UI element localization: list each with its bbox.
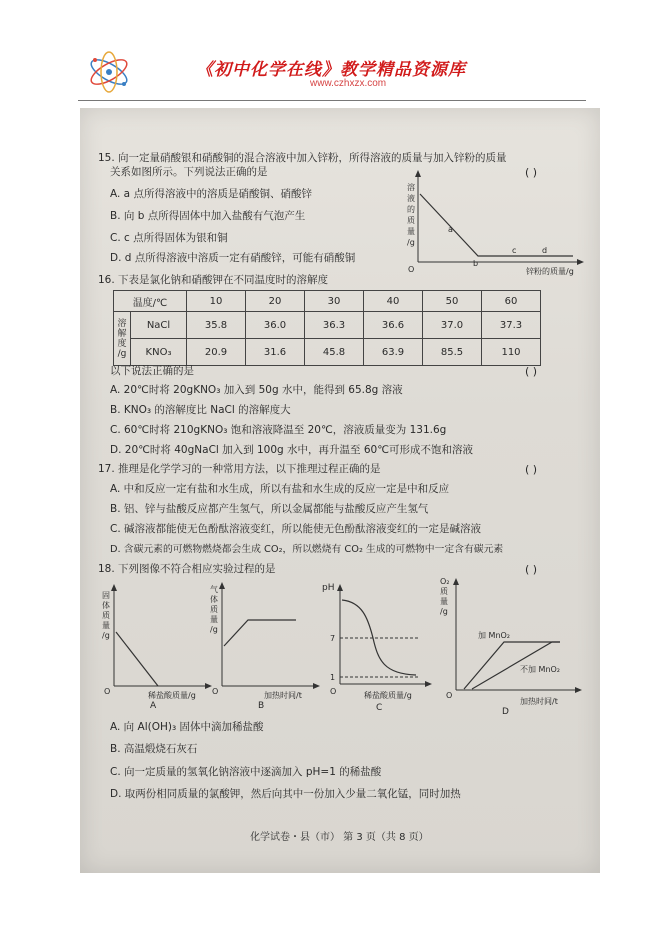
table-header-label: 温度/℃ [114,291,187,312]
q18-title: 18. 下列图像不符合相应实验过程的是 [98,563,276,575]
table-cell: 36.0 [246,312,305,339]
q15-xlabel: 锌粉的质量/g [526,267,574,276]
graph-d-ylabel-3: /g [440,607,448,616]
q18-option-b: B. 高温煅烧石灰石 [110,743,198,755]
q15-answer-paren: ( ) [525,166,538,179]
graph-c-tick-7: 7 [330,634,336,643]
graph-b-ylabel-0: 气 [210,585,218,594]
q17-option-b: B. 铝、锌与盐酸反应都产生氢气，所以金属都能与盐酸反应产生氢气 [110,503,429,515]
graph-a-xlabel: 稀盐酸质量/g [148,691,196,700]
atom-logo-icon [86,50,132,94]
graph-a-letter: A [150,701,157,710]
q16-title: 16. 下表是氯化钠和硝酸钾在不同温度时的溶解度 [98,274,329,286]
graph-c-origin: O [330,687,337,696]
q15-ylabel-3: 质 [407,216,415,225]
graph-a-ylabel-2: 质 [102,611,110,620]
q18-answer-paren: ( ) [525,563,538,576]
q15-ylabel-1: 液 [407,194,415,203]
q18-graph-a [100,580,219,710]
graph-d-xlabel: 加热时间/t [520,697,558,706]
q15-line2: 关系如图所示。下列说法正确的是 [110,166,268,178]
q15-curve [420,194,573,256]
table-side-label: 溶 解 度 /g [114,312,131,366]
exam-paper [80,108,600,873]
table-cell: 45.8 [305,339,364,366]
table-row-name: NaCl [131,312,187,339]
table-cell: 20.9 [187,339,246,366]
q15-point-d: d [542,246,548,255]
graph-b-curve [224,620,296,646]
solubility-table [113,290,541,366]
q15-option-c: C. c 点所得固体为银和铜 [110,232,228,244]
table-row [114,312,541,339]
graph-b-origin: O [212,687,219,696]
q16-option-d: D. 20℃时将 40gNaCl 加入到 100g 水中，再升温至 60℃可形成不饱和溶液 [110,444,474,456]
q15-graph [398,166,588,278]
q17-answer-paren: ( ) [525,463,538,476]
graph-a-ylabel-3: 量 [102,621,110,630]
table-header-cell: 50 [423,291,482,312]
graph-b-ylabel-4: /g [210,625,218,634]
table-header-cell: 40 [364,291,423,312]
q16-prompt: 以下说法正确的是 [110,365,194,377]
table-cell: 85.5 [423,339,482,366]
graph-a-origin: O [104,687,111,696]
q18-option-c: C. 向一定质量的氢氧化钠溶液中逐滴加入 pH=1 的稀盐酸 [110,766,382,778]
q17-title: 17. 推理是化学学习的一种常用方法，以下推理过程正确的是 [98,463,381,475]
graph-c-curve [342,600,416,675]
table-cell: 37.0 [423,312,482,339]
q15-line1: 15. 向一定量硝酸银和硝酸铜的混合溶液中加入锌粉，所得溶液的质量与加入锌粉的质量 [98,152,507,164]
header-url[interactable]: www.czhxzx.com [310,78,387,89]
graph-d-label-with: 加 MnO₂ [478,631,511,640]
table-header-cell: 60 [482,291,541,312]
q18-graph-b [208,580,324,710]
q16-option-c: C. 60℃时将 210gKNO₃ 饱和溶液降温至 20℃，溶液质量变为 131.6g [110,424,447,436]
header-divider [78,100,586,101]
table-header-cell: 30 [305,291,364,312]
q17-option-d: D. 含碳元素的可燃物燃烧都会生成 CO₂，所以燃烧有 CO₂ 生成的可燃物中一定含有碳元素 [110,544,504,555]
table-cell: 63.9 [364,339,423,366]
table-cell: 31.6 [246,339,305,366]
graph-c-xlabel: 稀盐酸质量/g [364,691,412,700]
q17-option-c: C. 碱溶液都能使无色酚酞溶液变红，所以能使无色酚酞溶液变红的一定是碱溶液 [110,523,482,535]
q17-option-a: A. 中和反应一定有盐和水生成，所以有盐和水生成的反应一定是中和反应 [110,483,450,495]
graph-a-ylabel-1: 体 [102,601,110,610]
graph-b-ylabel-3: 量 [210,615,218,624]
graph-b-letter: B [258,701,265,710]
graph-a-ylabel-0: 固 [102,591,110,600]
table-row-name: KNO₃ [131,339,187,366]
q15-option-a: A. a 点所得溶液中的溶质是硝酸铜、硝酸锌 [110,188,312,200]
table-cell: 110 [482,339,541,366]
q15-point-c: c [512,246,517,255]
graph-b-ylabel-1: 体 [210,595,218,604]
graph-d-ylabel-1: 质 [440,587,448,596]
graph-d-ylabel-0: O₂ [440,577,450,586]
graph-d-label-without: 不加 MnO₂ [520,665,561,674]
q15-option-b: B. 向 b 点所得固体中加入盐酸有气泡产生 [110,210,306,222]
q18-graph-c [318,580,436,712]
q15-ylabel-5: /g [407,238,415,247]
table-header-cell: 10 [187,291,246,312]
q15-ylabel-0: 溶 [407,183,415,192]
graph-c-letter: C [376,703,383,712]
table-row [114,339,541,366]
graph-d-letter: D [502,707,509,717]
table-cell: 36.6 [364,312,423,339]
q15-ylabel-2: 的 [407,205,415,214]
graph-a-ylabel-4: /g [102,631,110,640]
q16-answer-paren: ( ) [525,365,538,378]
q18-option-a: A. 向 Al(OH)₃ 固体中滴加稀盐酸 [110,721,264,733]
header-title: 《初中化学在线》教学精品资源库 [196,60,466,80]
graph-d-origin: O [446,691,453,700]
graph-d-ylabel-2: 量 [440,597,448,606]
q16-option-b: B. KNO₃ 的溶解度比 NaCl 的溶解度大 [110,404,291,416]
q15-option-d: D. d 点所得溶液中溶质一定有硝酸锌，可能有硝酸铜 [110,252,356,264]
q18-option-d: D. 取两份相同质量的氯酸钾，然后向其中一份加入少量二氧化锰，同时加热 [110,788,461,800]
table-row [114,291,541,312]
graph-c-tick-1: 1 [330,673,336,682]
table-cell: 37.3 [482,312,541,339]
table-header-cell: 20 [246,291,305,312]
page-header [0,0,661,100]
graph-c-ylabel: pH [322,583,335,593]
q15-point-a: a [448,225,453,234]
q18-graph-d [438,572,588,722]
table-cell: 35.8 [187,312,246,339]
graph-b-ylabel-2: 质 [210,605,218,614]
q15-ylabel-4: 量 [407,227,415,236]
graph-b-xlabel: 加热时间/t [264,691,302,700]
q15-origin: O [408,265,415,274]
table-cell: 36.3 [305,312,364,339]
q16-option-a: A. 20℃时将 20gKNO₃ 加入到 50g 水中，能得到 65.8g 溶液 [110,384,403,396]
q15-point-b: b [473,259,479,268]
page-footer: 化学试卷・县（市） 第 3 页（共 8 页） [250,832,429,843]
graph-a-curve [116,632,158,686]
